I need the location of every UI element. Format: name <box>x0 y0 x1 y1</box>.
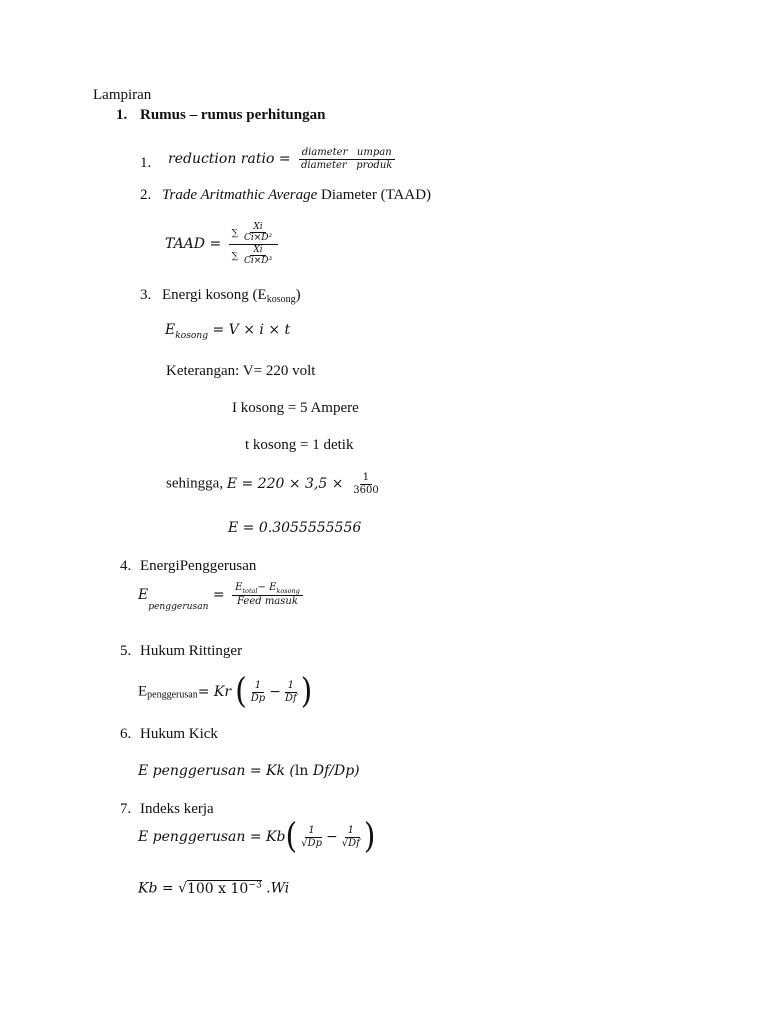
taad-lhs: TAAD = <box>165 236 222 253</box>
item-5-title: Hukum Rittinger <box>140 643 243 659</box>
rittinger-paren-right: ) <box>300 671 313 712</box>
item-3-title <box>162 287 301 305</box>
reduction-ratio-lhs: reduction ratio = <box>168 151 291 167</box>
rittinger-f1-den: Dp <box>250 692 266 704</box>
item-4-title: EnergiPenggerusan <box>140 558 257 574</box>
epg-sub: penggerusan <box>148 601 209 612</box>
energi-kosong-result: E = 0.3055555556 <box>228 520 362 536</box>
page-heading: Lampiran <box>93 87 152 103</box>
ik-f1-num: 1 <box>305 825 317 838</box>
kick-rest: Df/Dp) <box>308 763 360 779</box>
sehingga-label: sehingga, <box>166 475 227 492</box>
item-6-number: 6. <box>120 726 132 742</box>
item-2-title-italic: Trade Aritmathic Average <box>162 187 318 203</box>
epenggerusan-formula <box>138 582 306 612</box>
sehingga-calc: E = 220 × 3,5 × <box>226 476 344 492</box>
epg-num-e1: E <box>235 582 243 593</box>
kick-ln: ln <box>294 763 309 779</box>
epg-e: E <box>138 586 149 603</box>
item-2-title-rest: Diameter (TAAD) <box>317 187 432 203</box>
kb-rest: .Wi <box>261 880 290 897</box>
epg-num-s1: total <box>242 587 258 595</box>
item-7-title: Indeks kerja <box>140 801 214 817</box>
rittinger-paren-left: ( <box>235 671 247 712</box>
kb-formula <box>138 880 289 897</box>
epg-denominator: Feed masuk <box>237 596 298 608</box>
sehingga-den: 3600 <box>353 484 379 496</box>
rittinger-f2-den: Df <box>284 692 297 704</box>
reduction-ratio-numerator: diameter umpan <box>299 147 395 160</box>
taad-sum-top: ∑ <box>231 228 239 239</box>
taad-den-num: Xi <box>250 245 265 256</box>
ik-f2-den: Df <box>348 837 360 849</box>
section-title: Rumus – rumus perhitungan <box>140 107 326 123</box>
kb-exponent: −3 <box>248 880 262 890</box>
indeks-kerja-formula: E penggerusan = Kb( $\frac{1}{√Dp}$ − $\frac{1}{√Df}$ ) <box>138 816 376 857</box>
keterangan-i: I kosong = 5 Ampere <box>232 400 359 416</box>
kb-radical: √ <box>178 880 187 897</box>
epg-num-s2: kosong <box>276 587 300 595</box>
sehingga-line <box>166 472 385 496</box>
item-4-number: 4. <box>120 558 132 574</box>
ik-lhs: E penggerusan = Kb <box>138 829 286 845</box>
kick-formula <box>138 763 360 779</box>
keterangan-v: Keterangan: V= 220 volt <box>166 363 316 379</box>
kb-radicand: 100 x 10 <box>186 880 249 897</box>
taad-num-den: Ci×D² <box>243 233 273 244</box>
rittinger-e: E <box>138 683 148 700</box>
rittinger-sub: penggerusan <box>147 689 198 701</box>
item-3-number: 3. <box>140 287 152 303</box>
reduction-ratio-denominator: diameter produk <box>301 159 393 171</box>
kick-lhs: E penggerusan = Kk ( <box>138 763 295 779</box>
ekosong-formula <box>165 322 290 341</box>
reduction-ratio-formula <box>168 147 398 171</box>
taad-sum-bottom: ∑ <box>231 251 239 262</box>
rittinger-minus: − <box>269 684 281 700</box>
taad-num-num: Xi <box>250 222 265 233</box>
ik-paren-left: ( <box>285 816 298 857</box>
rittinger-eq: = Kr <box>197 684 232 700</box>
ekosong-rhs: = V × i × t <box>212 322 291 338</box>
kb-lhs: Kb = <box>138 880 174 897</box>
ekosong-e: E <box>165 322 176 338</box>
item-6-title: Hukum Kick <box>140 726 218 742</box>
section-number: 1. <box>116 107 128 123</box>
ik-f2-num: 1 <box>345 825 357 838</box>
item-3-title-sub: kosong <box>266 294 296 305</box>
item-5-number: 5. <box>120 643 132 659</box>
keterangan-t: t kosong = 1 detik <box>245 437 354 453</box>
item-3-title-text: Energi kosong (E <box>162 287 267 303</box>
epg-numerator <box>232 582 303 596</box>
sehingga-num: 1 <box>360 472 372 485</box>
item-2-title <box>162 187 431 204</box>
item-1-number: 1. <box>140 155 152 171</box>
item-2-number: 2. <box>140 187 152 203</box>
item-7-number: 7. <box>120 801 132 817</box>
rittinger-f2-num: 1 <box>285 680 297 693</box>
taad-formula <box>165 222 281 266</box>
epg-eq: = <box>212 586 225 603</box>
ik-f1-den: Dp <box>307 837 322 849</box>
rittinger-f1-num: 1 <box>252 680 264 693</box>
ik-minus: − <box>325 829 338 845</box>
ik-paren-right: ) <box>363 816 376 857</box>
item-3-title-end: ) <box>295 287 301 303</box>
ekosong-sub: kosong <box>175 330 209 341</box>
taad-den-den: Ci×D³ <box>243 256 273 267</box>
epg-num-minus: − E <box>257 582 277 593</box>
rittinger-formula <box>138 671 313 712</box>
